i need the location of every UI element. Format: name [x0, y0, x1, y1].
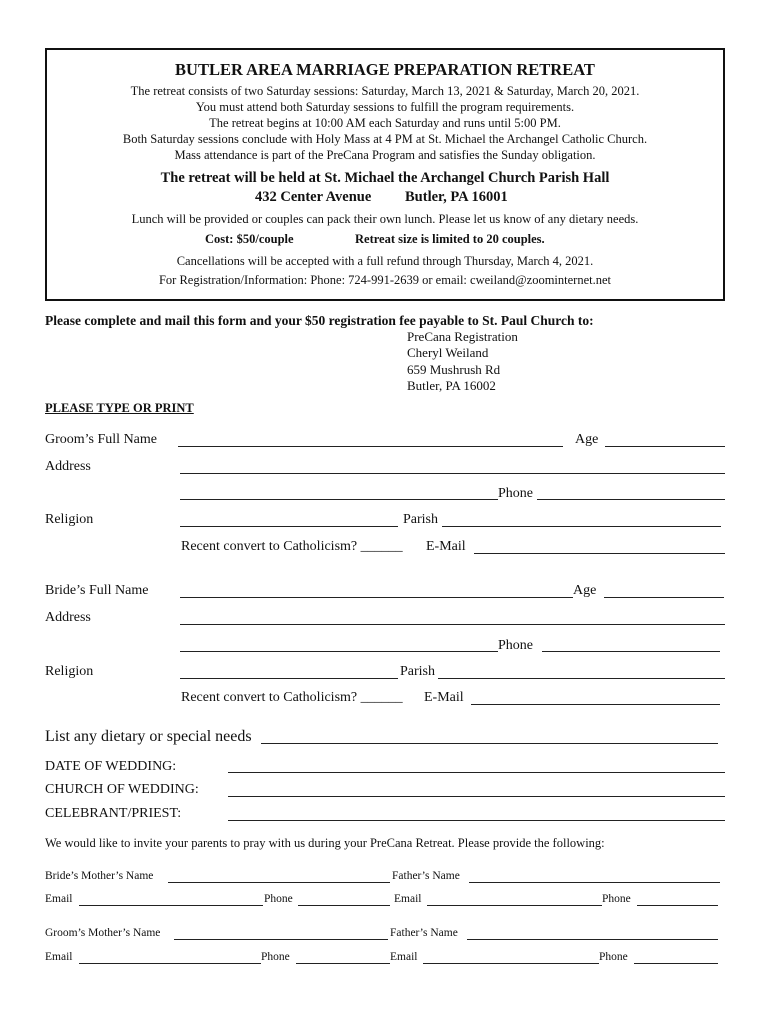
- groom-email-label: E-Mail: [426, 539, 466, 554]
- contact-info: For Registration/Information: Phone: 724-991-2639 or email: cweiland@zoominternet.net: [158, 273, 612, 287]
- bride-parish-field[interactable]: [438, 678, 725, 679]
- grooms-mother-email-label: Email: [45, 951, 73, 963]
- grooms-mother-email-field[interactable]: [79, 963, 261, 964]
- bride-address-field-2[interactable]: [180, 651, 498, 652]
- info-line: Both Saturday sessions conclude with Holy Mass at 4 PM at St. Michael the Archangel Catholic Church.: [122, 132, 648, 146]
- mail-instruction: Please complete and mail this form and your $50 registration fee payable to St. Paul Church to:: [45, 313, 594, 328]
- brides-father-label: Father’s Name: [392, 870, 460, 882]
- grooms-father-label: Father’s Name: [390, 927, 458, 939]
- groom-age-label: Age: [575, 432, 599, 447]
- bride-religion-field[interactable]: [180, 678, 398, 679]
- mail-address-line: PreCana Registration: [407, 329, 518, 344]
- location-line: The retreat will be held at St. Michael the Archangel Church Parish Hall: [160, 170, 610, 186]
- grooms-father-field[interactable]: [467, 939, 718, 940]
- size-limit: Retreat size is limited to 20 couples.: [355, 232, 545, 246]
- brides-mother-phone-label: Phone: [264, 893, 293, 905]
- wedding-church-field[interactable]: [228, 796, 725, 797]
- grooms-father-email-label: Email: [390, 951, 418, 963]
- grooms-mother-field[interactable]: [174, 939, 388, 940]
- grooms-mother-phone-field[interactable]: [296, 963, 390, 964]
- print-note: PLEASE TYPE OR PRINT: [45, 401, 194, 415]
- brides-father-email-label: Email: [394, 893, 422, 905]
- lunch-note: Lunch will be provided or couples can pack their own lunch. Please let us know of any dietary needs.: [131, 212, 639, 226]
- street-address: 432 Center Avenue: [255, 189, 372, 205]
- brides-father-phone-field[interactable]: [637, 905, 718, 906]
- bride-convert-label[interactable]: Recent convert to Catholicism? ______: [181, 690, 403, 705]
- wedding-date-label: DATE OF WEDDING:: [45, 759, 177, 774]
- brides-mother-email-field[interactable]: [79, 905, 263, 906]
- celebrant-label: CELEBRANT/PRIEST:: [45, 806, 182, 821]
- bride-age-field[interactable]: [604, 597, 724, 598]
- bride-parish-label: Parish: [400, 664, 435, 679]
- wedding-date-field[interactable]: [228, 772, 725, 773]
- brides-mother-label: Bride’s Mother’s Name: [45, 870, 154, 882]
- mail-address-line: Butler, PA 16002: [407, 378, 496, 393]
- dietary-field[interactable]: [261, 743, 718, 744]
- bride-phone-field[interactable]: [542, 651, 720, 652]
- page-title: BUTLER AREA MARRIAGE PREPARATION RETREAT: [175, 60, 595, 79]
- brides-mother-phone-field[interactable]: [298, 905, 390, 906]
- groom-parish-label: Parish: [403, 512, 438, 527]
- dietary-label: List any dietary or special needs: [45, 728, 252, 745]
- groom-name-label: Groom’s Full Name: [45, 432, 157, 447]
- groom-phone-field[interactable]: [537, 499, 725, 500]
- groom-convert-label[interactable]: Recent convert to Catholicism? ______: [181, 539, 403, 554]
- bride-name-field[interactable]: [180, 597, 573, 598]
- brides-father-email-field[interactable]: [427, 905, 602, 906]
- groom-address-field[interactable]: [180, 473, 725, 474]
- bride-email-field[interactable]: [471, 704, 720, 705]
- info-line: Mass attendance is part of the PreCana Program and satisfies the Sunday obligation.: [174, 148, 596, 162]
- cancellation-note: Cancellations will be accepted with a full refund through Thursday, March 4, 2021.: [176, 254, 594, 268]
- grooms-father-phone-label: Phone: [599, 951, 628, 963]
- groom-address-field-2[interactable]: [180, 499, 498, 500]
- cost-label: Cost: $50/couple: [205, 232, 294, 246]
- groom-name-field[interactable]: [178, 446, 563, 447]
- bride-phone-label: Phone: [498, 638, 533, 653]
- bride-email-label: E-Mail: [424, 690, 464, 705]
- brides-mother-email-label: Email: [45, 893, 73, 905]
- celebrant-field[interactable]: [228, 820, 725, 821]
- info-line: The retreat begins at 10:00 AM each Saturday and runs until 5:00 PM.: [209, 116, 561, 130]
- city-address: Butler, PA 16001: [405, 189, 508, 205]
- groom-parish-field[interactable]: [442, 526, 721, 527]
- wedding-church-label: CHURCH OF WEDDING:: [45, 782, 199, 797]
- bride-religion-label: Religion: [45, 664, 94, 679]
- info-line: You must attend both Saturday sessions to fulfill the program requirements.: [195, 100, 575, 114]
- groom-religion-field[interactable]: [180, 526, 398, 527]
- parents-invite: We would like to invite your parents to pray with us during your PreCana Retreat. Please provide the following:: [45, 836, 605, 850]
- bride-address-label: Address: [45, 610, 91, 625]
- info-line: The retreat consists of two Saturday sessions: Saturday, March 13, 2021 & Saturday, March 20, 2021.: [130, 84, 640, 98]
- mail-address-line: 659 Mushrush Rd: [407, 362, 501, 377]
- groom-phone-label: Phone: [498, 486, 533, 501]
- brides-mother-field[interactable]: [168, 882, 390, 883]
- groom-address-label: Address: [45, 459, 91, 474]
- brides-father-phone-label: Phone: [602, 893, 631, 905]
- grooms-mother-label: Groom’s Mother’s Name: [45, 927, 161, 939]
- groom-email-field[interactable]: [474, 553, 725, 554]
- bride-address-field[interactable]: [180, 624, 725, 625]
- mail-address-line: Cheryl Weiland: [407, 345, 489, 360]
- groom-religion-label: Religion: [45, 512, 94, 527]
- bride-age-label: Age: [573, 583, 597, 598]
- brides-father-field[interactable]: [469, 882, 720, 883]
- grooms-father-email-field[interactable]: [423, 963, 599, 964]
- groom-age-field[interactable]: [605, 446, 725, 447]
- bride-name-label: Bride’s Full Name: [45, 583, 149, 598]
- grooms-mother-phone-label: Phone: [261, 951, 290, 963]
- grooms-father-phone-field[interactable]: [634, 963, 718, 964]
